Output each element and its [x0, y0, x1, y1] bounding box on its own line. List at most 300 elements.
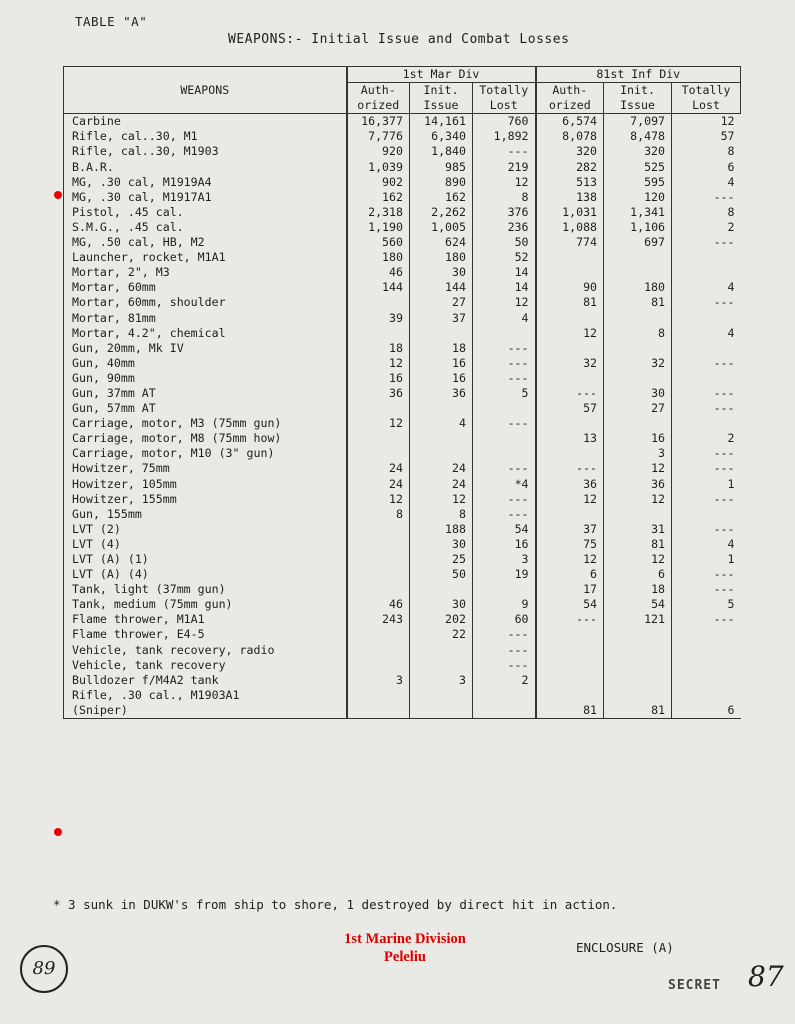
value-cell: 25 — [410, 552, 473, 567]
column-header — [536, 83, 604, 114]
value-cell — [604, 658, 672, 673]
value-cell: 162 — [410, 190, 473, 205]
value-cell — [536, 643, 604, 658]
table-row — [64, 341, 741, 356]
table-row — [64, 431, 741, 446]
value-cell: 144 — [347, 280, 410, 295]
value-cell: 595 — [604, 175, 672, 190]
value-cell: 2,318 — [347, 205, 410, 220]
footnote: * 3 sunk in DUKW's from ship to shore, 1 destroyed by direct hit in action. — [53, 897, 618, 912]
table-row — [64, 371, 741, 386]
value-cell: 320 — [536, 144, 604, 159]
value-cell: 513 — [536, 175, 604, 190]
table-row — [64, 235, 741, 250]
value-cell: 6 — [672, 703, 741, 719]
table-row — [64, 567, 741, 582]
table-row — [64, 295, 741, 310]
table-row — [64, 190, 741, 205]
value-cell: 2 — [672, 431, 741, 446]
weapon-name-cell: Gun, 37mm AT — [64, 386, 347, 401]
value-cell: 282 — [536, 160, 604, 175]
value-cell: 16,377 — [347, 114, 410, 130]
column-header — [604, 83, 672, 114]
value-cell: 27 — [604, 401, 672, 416]
weapon-name-cell: Gun, 57mm AT — [64, 401, 347, 416]
value-cell — [347, 295, 410, 310]
value-cell — [347, 582, 410, 597]
value-cell: 560 — [347, 235, 410, 250]
value-cell — [473, 688, 536, 703]
value-cell: 37 — [410, 311, 473, 326]
value-cell: 7,097 — [604, 114, 672, 130]
red-marker-dot — [54, 191, 62, 199]
value-cell: 121 — [604, 612, 672, 627]
weapons-column-header: WEAPONS — [64, 67, 347, 114]
value-cell: --- — [672, 401, 741, 416]
value-cell: 12 — [536, 492, 604, 507]
value-cell: --- — [672, 235, 741, 250]
value-cell — [536, 673, 604, 688]
value-cell: --- — [473, 658, 536, 673]
value-cell: 16 — [604, 431, 672, 446]
value-cell — [347, 643, 410, 658]
weapons-table — [63, 66, 741, 719]
value-cell: 50 — [410, 567, 473, 582]
value-cell — [410, 401, 473, 416]
table-row — [64, 356, 741, 371]
value-cell: 90 — [536, 280, 604, 295]
value-cell: 1,039 — [347, 160, 410, 175]
value-cell: 39 — [347, 311, 410, 326]
value-cell: 12 — [347, 356, 410, 371]
value-cell — [410, 688, 473, 703]
value-cell — [347, 703, 410, 719]
page-number-handwritten: 87 — [748, 960, 784, 993]
value-cell: 81 — [536, 703, 604, 719]
weapon-name-cell: Carbine — [64, 114, 347, 130]
value-cell: 1 — [672, 552, 741, 567]
value-cell: --- — [473, 507, 536, 522]
value-cell — [672, 416, 741, 431]
value-cell: 8 — [347, 507, 410, 522]
value-cell: 2 — [473, 673, 536, 688]
value-cell: 14 — [473, 280, 536, 295]
caption — [300, 930, 510, 966]
value-cell: 4 — [672, 537, 741, 552]
value-cell — [473, 401, 536, 416]
value-cell — [347, 537, 410, 552]
table-row — [64, 582, 741, 597]
value-cell — [536, 265, 604, 280]
value-cell — [536, 446, 604, 461]
value-cell: --- — [473, 356, 536, 371]
weapon-name-cell: Rifle, cal..30, M1 — [64, 129, 347, 144]
value-cell: 57 — [536, 401, 604, 416]
value-cell: --- — [473, 341, 536, 356]
weapon-name-cell: Bulldozer f/M4A2 tank — [64, 673, 347, 688]
value-cell: 30 — [410, 265, 473, 280]
weapon-name-cell: Mortar, 2", M3 — [64, 265, 347, 280]
value-cell: 12 — [604, 552, 672, 567]
value-cell: 4 — [672, 326, 741, 341]
column-header-line: Auth- — [552, 83, 588, 98]
value-cell — [410, 582, 473, 597]
value-cell: 12 — [347, 416, 410, 431]
weapon-name-cell: B.A.R. — [64, 160, 347, 175]
table-row — [64, 265, 741, 280]
weapon-name-cell: LVT (A) (1) — [64, 552, 347, 567]
value-cell: 12 — [536, 552, 604, 567]
value-cell: 8 — [604, 326, 672, 341]
value-cell: 1,031 — [536, 205, 604, 220]
weapon-name-cell: Flame thrower, M1A1 — [64, 612, 347, 627]
value-cell: 144 — [410, 280, 473, 295]
value-cell — [410, 658, 473, 673]
value-cell: 31 — [604, 522, 672, 537]
value-cell: --- — [672, 446, 741, 461]
column-header-line: orized — [357, 98, 400, 113]
value-cell — [672, 311, 741, 326]
table-row — [64, 461, 741, 476]
table-row — [64, 597, 741, 612]
value-cell: --- — [672, 567, 741, 582]
value-cell: 320 — [604, 144, 672, 159]
value-cell: 1,190 — [347, 220, 410, 235]
value-cell — [672, 673, 741, 688]
table-row — [64, 386, 741, 401]
weapon-name-cell: LVT (2) — [64, 522, 347, 537]
value-cell: 19 — [473, 567, 536, 582]
table-row — [64, 507, 741, 522]
weapon-name-cell: Howitzer, 105mm — [64, 477, 347, 492]
value-cell: 12 — [410, 492, 473, 507]
value-cell: 7,776 — [347, 129, 410, 144]
value-cell: 36 — [604, 477, 672, 492]
value-cell: 920 — [347, 144, 410, 159]
value-cell: 120 — [604, 190, 672, 205]
value-cell: 890 — [410, 175, 473, 190]
weapon-name-cell: Mortar, 81mm — [64, 311, 347, 326]
weapon-name-cell: Rifle, .30 cal., M1903A1 — [64, 688, 347, 703]
value-cell: 236 — [473, 220, 536, 235]
value-cell: 180 — [604, 280, 672, 295]
table-label: TABLE "A" — [75, 14, 148, 29]
value-cell: 3 — [473, 552, 536, 567]
value-cell: 624 — [410, 235, 473, 250]
value-cell: 30 — [410, 597, 473, 612]
value-cell: --- — [536, 386, 604, 401]
table-row — [64, 114, 741, 130]
weapon-name-cell: Carriage, motor, M3 (75mm gun) — [64, 416, 347, 431]
weapon-name-cell: Gun, 40mm — [64, 356, 347, 371]
document-title: WEAPONS:- Initial Issue and Combat Losses — [228, 32, 570, 47]
value-cell: 36 — [347, 386, 410, 401]
table-row — [64, 673, 741, 688]
table-row — [64, 416, 741, 431]
column-header-line: Auth- — [360, 83, 396, 98]
table-row — [64, 703, 741, 719]
weapon-name-cell: Gun, 20mm, Mk IV — [64, 341, 347, 356]
value-cell — [536, 416, 604, 431]
value-cell: 46 — [347, 265, 410, 280]
weapon-name-cell: Carriage, motor, M10 (3" gun) — [64, 446, 347, 461]
value-cell: --- — [672, 295, 741, 310]
table-row — [64, 627, 741, 642]
value-cell: 81 — [604, 703, 672, 719]
value-cell: 8,078 — [536, 129, 604, 144]
value-cell — [347, 688, 410, 703]
page-number-circled: 89 — [20, 945, 68, 993]
value-cell — [347, 446, 410, 461]
table-row — [64, 643, 741, 658]
value-cell — [672, 688, 741, 703]
group-header-81st-inf-div: 81st Inf Div — [536, 67, 741, 83]
weapon-name-cell: Launcher, rocket, M1A1 — [64, 250, 347, 265]
value-cell: 16 — [347, 371, 410, 386]
value-cell: --- — [536, 612, 604, 627]
value-cell: 36 — [410, 386, 473, 401]
value-cell: 16 — [473, 537, 536, 552]
value-cell — [347, 326, 410, 341]
weapon-name-cell: MG, .30 cal, M1919A4 — [64, 175, 347, 190]
value-cell — [536, 311, 604, 326]
value-cell — [604, 371, 672, 386]
weapon-name-cell: LVT (4) — [64, 537, 347, 552]
value-cell: 12 — [536, 326, 604, 341]
value-cell — [604, 688, 672, 703]
value-cell: 8,478 — [604, 129, 672, 144]
value-cell — [410, 643, 473, 658]
value-cell: 8 — [410, 507, 473, 522]
value-cell: 4 — [473, 311, 536, 326]
value-cell: 774 — [536, 235, 604, 250]
value-cell: --- — [672, 612, 741, 627]
value-cell — [604, 311, 672, 326]
value-cell — [536, 658, 604, 673]
value-cell: 902 — [347, 175, 410, 190]
value-cell: 54 — [473, 522, 536, 537]
table-row — [64, 537, 741, 552]
value-cell: --- — [672, 522, 741, 537]
value-cell: 1,840 — [410, 144, 473, 159]
table-row — [64, 160, 741, 175]
value-cell: 6 — [536, 567, 604, 582]
value-cell — [473, 446, 536, 461]
value-cell — [604, 265, 672, 280]
column-header — [410, 83, 473, 114]
weapon-name-cell: Tank, medium (75mm gun) — [64, 597, 347, 612]
column-header-line: Lost — [489, 98, 518, 113]
value-cell: --- — [672, 356, 741, 371]
value-cell: 6,574 — [536, 114, 604, 130]
value-cell: 2 — [672, 220, 741, 235]
value-cell: 24 — [410, 461, 473, 476]
value-cell: --- — [672, 190, 741, 205]
weapon-name-cell: S.M.G., .45 cal. — [64, 220, 347, 235]
value-cell: 4 — [672, 175, 741, 190]
value-cell: 12 — [473, 295, 536, 310]
value-cell — [347, 401, 410, 416]
weapon-name-cell: Mortar, 60mm, shoulder — [64, 295, 347, 310]
column-header — [473, 83, 536, 114]
value-cell: 3 — [410, 673, 473, 688]
value-cell: --- — [473, 461, 536, 476]
value-cell: 24 — [410, 477, 473, 492]
value-cell — [536, 341, 604, 356]
column-header — [672, 83, 741, 114]
table-row — [64, 144, 741, 159]
value-cell: 1,088 — [536, 220, 604, 235]
value-cell — [604, 341, 672, 356]
table-row — [64, 220, 741, 235]
value-cell: 525 — [604, 160, 672, 175]
value-cell — [604, 673, 672, 688]
value-cell: 24 — [347, 477, 410, 492]
value-cell: --- — [473, 144, 536, 159]
table-row — [64, 688, 741, 703]
value-cell — [536, 627, 604, 642]
value-cell: 1 — [672, 477, 741, 492]
value-cell — [672, 371, 741, 386]
value-cell — [672, 507, 741, 522]
value-cell: --- — [672, 386, 741, 401]
value-cell — [347, 552, 410, 567]
weapon-name-cell: Mortar, 4.2", chemical — [64, 326, 347, 341]
value-cell: --- — [473, 492, 536, 507]
value-cell: --- — [536, 461, 604, 476]
value-cell: 27 — [410, 295, 473, 310]
table-row — [64, 311, 741, 326]
value-cell: 12 — [604, 461, 672, 476]
value-cell — [672, 341, 741, 356]
value-cell: 60 — [473, 612, 536, 627]
value-cell: 2,262 — [410, 205, 473, 220]
value-cell — [604, 250, 672, 265]
value-cell: 6 — [672, 160, 741, 175]
value-cell: 18 — [347, 341, 410, 356]
value-cell: 18 — [410, 341, 473, 356]
value-cell: 30 — [410, 537, 473, 552]
value-cell — [672, 265, 741, 280]
value-cell: --- — [672, 582, 741, 597]
value-cell — [672, 627, 741, 642]
value-cell: 1,892 — [473, 129, 536, 144]
value-cell: 6 — [604, 567, 672, 582]
value-cell: 9 — [473, 597, 536, 612]
value-cell: --- — [672, 492, 741, 507]
value-cell: 16 — [410, 371, 473, 386]
value-cell: 32 — [536, 356, 604, 371]
value-cell: 12 — [473, 175, 536, 190]
value-cell: --- — [473, 627, 536, 642]
secret-stamp: SECRET — [668, 978, 721, 993]
value-cell: 24 — [347, 461, 410, 476]
table-row — [64, 522, 741, 537]
value-cell: 32 — [604, 356, 672, 371]
column-header-line: Totally — [479, 83, 529, 98]
value-cell: --- — [473, 643, 536, 658]
value-cell — [536, 507, 604, 522]
weapon-name-cell: LVT (A) (4) — [64, 567, 347, 582]
weapon-name-cell: (Sniper) — [64, 703, 347, 719]
value-cell — [347, 627, 410, 642]
value-cell: 376 — [473, 205, 536, 220]
value-cell: 12 — [347, 492, 410, 507]
value-cell: 985 — [410, 160, 473, 175]
value-cell: 81 — [604, 537, 672, 552]
column-header-line: Lost — [692, 98, 720, 113]
value-cell: 81 — [536, 295, 604, 310]
value-cell: 3 — [604, 446, 672, 461]
value-cell: *4 — [473, 477, 536, 492]
value-cell: 57 — [672, 129, 741, 144]
value-cell: --- — [473, 371, 536, 386]
value-cell — [347, 658, 410, 673]
value-cell: 54 — [604, 597, 672, 612]
enclosure-label: ENCLOSURE (A) — [576, 940, 674, 955]
value-cell — [672, 643, 741, 658]
value-cell: 5 — [473, 386, 536, 401]
value-cell: 6,340 — [410, 129, 473, 144]
value-cell — [347, 431, 410, 446]
table-row — [64, 552, 741, 567]
value-cell: 697 — [604, 235, 672, 250]
value-cell: 4 — [672, 280, 741, 295]
value-cell: 1,341 — [604, 205, 672, 220]
weapon-name-cell: Flame thrower, E4-5 — [64, 627, 347, 642]
value-cell: 8 — [672, 205, 741, 220]
value-cell: 3 — [347, 673, 410, 688]
value-cell — [604, 507, 672, 522]
value-cell: 4 — [410, 416, 473, 431]
table-row — [64, 612, 741, 627]
weapon-name-cell: Vehicle, tank recovery, radio — [64, 643, 347, 658]
column-header-line: Init. — [620, 83, 655, 98]
weapon-name-cell: Gun, 155mm — [64, 507, 347, 522]
value-cell: 180 — [347, 250, 410, 265]
value-cell: 243 — [347, 612, 410, 627]
weapon-name-cell: MG, .50 cal, HB, M2 — [64, 235, 347, 250]
value-cell: 8 — [672, 144, 741, 159]
value-cell: 46 — [347, 597, 410, 612]
value-cell — [347, 522, 410, 537]
weapon-name-cell: Rifle, cal..30, M1903 — [64, 144, 347, 159]
value-cell — [410, 431, 473, 446]
table-row — [64, 205, 741, 220]
weapon-name-cell: Tank, light (37mm gun) — [64, 582, 347, 597]
weapon-name-cell: Howitzer, 75mm — [64, 461, 347, 476]
value-cell: 14,161 — [410, 114, 473, 130]
column-header — [347, 83, 410, 114]
value-cell: 12 — [672, 114, 741, 130]
value-cell — [536, 688, 604, 703]
value-cell — [672, 250, 741, 265]
value-cell: 14 — [473, 265, 536, 280]
value-cell — [604, 627, 672, 642]
value-cell: 180 — [410, 250, 473, 265]
column-header-line: Totally — [681, 83, 731, 98]
value-cell: --- — [473, 416, 536, 431]
value-cell: 188 — [410, 522, 473, 537]
value-cell: 30 — [604, 386, 672, 401]
value-cell: 37 — [536, 522, 604, 537]
group-header-1st-mar-div: 1st Mar Div — [347, 67, 536, 83]
value-cell: 162 — [347, 190, 410, 205]
table-row — [64, 326, 741, 341]
value-cell: 81 — [604, 295, 672, 310]
value-cell: 16 — [410, 356, 473, 371]
value-cell: 75 — [536, 537, 604, 552]
